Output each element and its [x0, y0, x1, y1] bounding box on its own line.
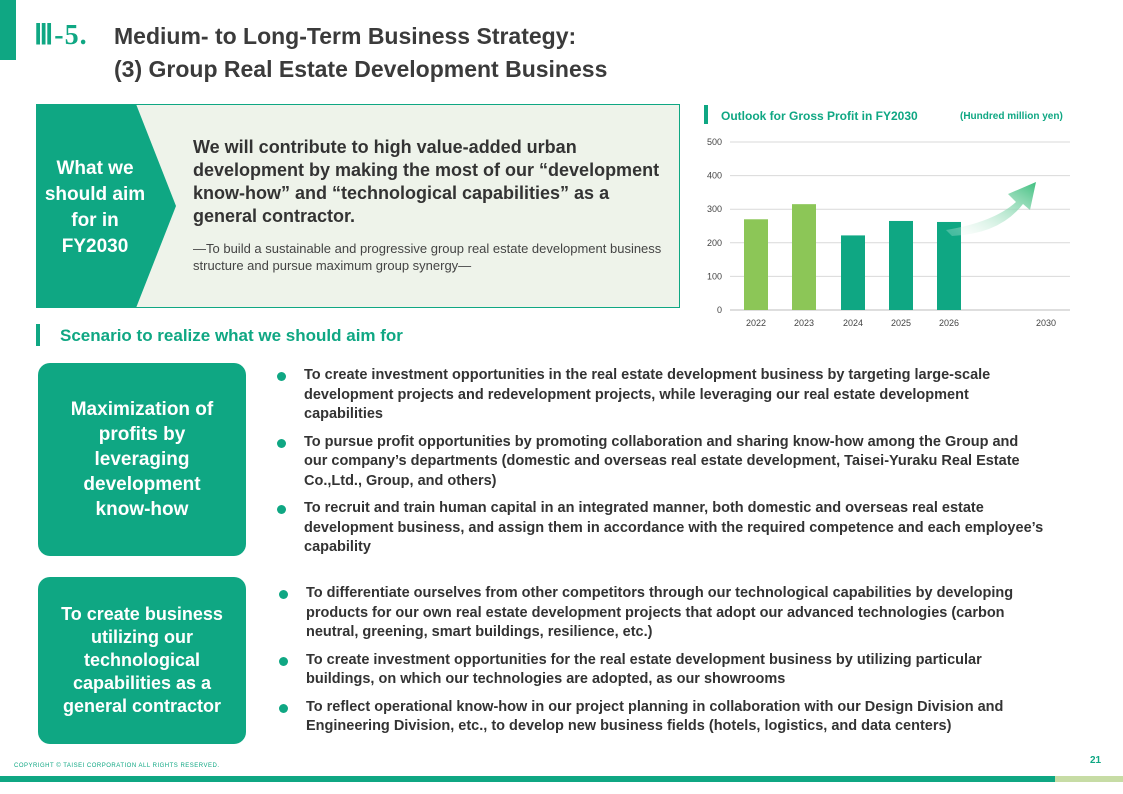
- scenario-title: Scenario to realize what we should aim for: [60, 326, 403, 345]
- bullet-dot-icon: [279, 704, 288, 713]
- scenario-title-marker: [36, 324, 40, 346]
- bullet-text: To create investment opportunities for the real estate development business by utilizing particular buildings, on which our technologies are adopted, as our showrooms: [306, 651, 982, 687]
- chart-bars: [744, 204, 961, 310]
- section-number: Ⅲ-5.: [34, 20, 88, 51]
- scenario-1-label: Maximization of profits by leveraging development know-how: [38, 363, 246, 556]
- x-tick-label: 2026: [938, 318, 960, 328]
- scenario-2-label: To create business utilizing our technological capabilities as a general contractor: [38, 577, 246, 744]
- chart-y-ticks: [707, 137, 722, 315]
- bullet-dot-icon: [277, 505, 286, 514]
- y-tick-label: 200: [706, 237, 722, 248]
- scenario-1-bullets: [275, 366, 1045, 566]
- bullet-item: [275, 499, 1045, 558]
- section-tab-marker: [0, 0, 16, 60]
- copyright: COPYRIGHT © TAISEI CORPORATION ALL RIGHTS RESERVED.: [14, 763, 220, 769]
- x-tick-label: 2023: [793, 318, 815, 328]
- bullet-dot-icon: [277, 372, 286, 381]
- footer-bar: [0, 776, 1055, 782]
- page-title-line2: (3) Group Real Estate Development Business: [114, 56, 608, 82]
- x-tick-label: 2024: [842, 318, 864, 328]
- bullet-text: To reflect operational know-how in our project planning in collaboration with our Design Division and Engineering Division, etc., to develop new business fields (hotels, logistics, and data centers): [306, 698, 1004, 734]
- bullet-text: To recruit and train human capital in an integrated manner, both domestic and overseas real estate development business, and assign them in accordance with the required competence and each employee’s capability: [304, 500, 1044, 555]
- page-title: [114, 20, 607, 86]
- bullet-item: [275, 433, 1045, 492]
- chart-x-ticks: [746, 318, 1056, 328]
- scenario-2-bullets: [277, 584, 1047, 745]
- bullet-item: [277, 651, 1047, 690]
- bar-2025: [889, 221, 913, 310]
- y-tick-label: 0: [716, 305, 722, 315]
- bullet-text: To create investment opportunities in the real estate development business by targeting large-scale development projects and redevelopment projects, while leveraging our real estate development capabilities: [304, 367, 991, 422]
- page-number: 21: [1090, 755, 1102, 766]
- aim-statement: We will contribute to high value-added urban development by making the most of our “development know-how” and “technological capabilities” as a general contractor.: [193, 137, 660, 226]
- bullet-dot-icon: [277, 439, 286, 448]
- y-tick-label: 500: [706, 137, 722, 147]
- gross-profit-chart: [694, 130, 1094, 335]
- bullet-item: [277, 584, 1047, 643]
- footer-bar-accent: [1055, 776, 1123, 782]
- aim-label: What we should aim for in FY2030: [44, 158, 146, 257]
- bullet-dot-icon: [279, 657, 288, 666]
- bullet-item: [275, 366, 1045, 425]
- y-tick-label: 300: [706, 204, 722, 215]
- x-tick-label: 2030: [1035, 318, 1057, 328]
- x-tick-label: 2025: [890, 318, 912, 328]
- y-tick-label: 100: [706, 271, 722, 282]
- bullet-text: To pursue profit opportunities by promoting collaboration and sharing know-how among the Group and our company’s departments (domestic and overseas real estate development, Taisei-Yuraku Real Estate Co.,Ltd., Group, and others): [304, 433, 1020, 489]
- bar-2024: [841, 235, 865, 310]
- aim-substatement: ―To build a sustainable and progressive group real estate development business structure and pursue maximum group synergy―: [193, 241, 662, 273]
- bullet-dot-icon: [279, 590, 288, 599]
- bar-2022: [744, 219, 768, 310]
- chart-title-marker: [704, 105, 708, 124]
- chart-title: Outlook for Gross Profit in FY2030: [721, 109, 918, 123]
- bullet-text: To differentiate ourselves from other competitors through our technological capabilities by developing products for our own real estate development projects that adopt our advanced technologies (carbon neutral, greening, smart buildings, resilience, etc.): [306, 585, 1014, 640]
- page-title-line1: Medium- to Long-Term Business Strategy:: [114, 23, 577, 49]
- y-tick-label: 400: [706, 170, 722, 181]
- chart-unit: (Hundred million yen): [960, 111, 1063, 122]
- bar-2023: [792, 204, 816, 310]
- bullet-item: [277, 698, 1047, 737]
- x-tick-label: 2022: [745, 318, 767, 328]
